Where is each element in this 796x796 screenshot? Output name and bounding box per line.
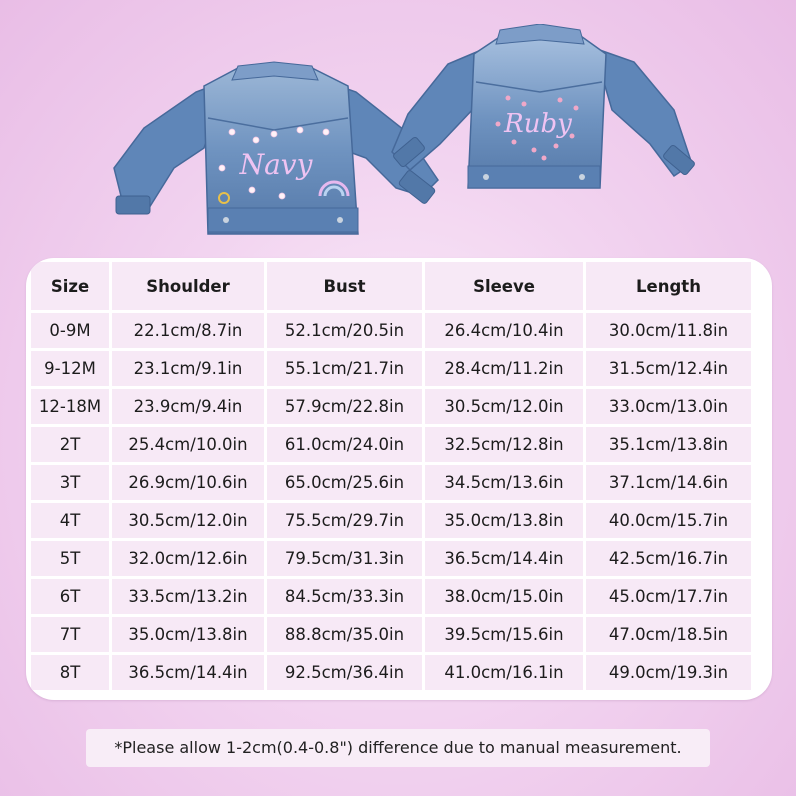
cell-size: 9-12M: [31, 351, 109, 386]
table-row: [31, 503, 751, 538]
cell-shoulder: 22.1cm/8.7in: [112, 313, 264, 348]
table-header-row: [31, 262, 751, 310]
cell-sleeve: 39.5cm/15.6in: [425, 617, 583, 652]
navy-embroidery-text: Navy: [239, 148, 313, 181]
cell-sleeve: 36.5cm/14.4in: [425, 541, 583, 576]
header-bust: Bust: [267, 262, 422, 310]
table-row: [31, 427, 751, 462]
cell-bust: 88.8cm/35.0in: [267, 617, 422, 652]
table-row: [31, 351, 751, 386]
product-images: [0, 0, 796, 250]
cell-shoulder: 26.9cm/10.6in: [112, 465, 264, 500]
ruby-embroidery-text: Ruby: [504, 109, 572, 139]
table-body: [31, 313, 751, 690]
cell-bust: 57.9cm/22.8in: [267, 389, 422, 424]
cell-length: 33.0cm/13.0in: [586, 389, 751, 424]
cell-size: 6T: [31, 579, 109, 614]
table-row: [31, 541, 751, 576]
cell-bust: 65.0cm/25.6in: [267, 465, 422, 500]
cell-size: 12-18M: [31, 389, 109, 424]
cell-bust: 75.5cm/29.7in: [267, 503, 422, 538]
table-row: [31, 617, 751, 652]
cell-bust: 79.5cm/31.3in: [267, 541, 422, 576]
cell-size: 3T: [31, 465, 109, 500]
header-sleeve: Sleeve: [425, 262, 583, 310]
cell-length: 45.0cm/17.7in: [586, 579, 751, 614]
cell-shoulder: 32.0cm/12.6in: [112, 541, 264, 576]
cell-size: 7T: [31, 617, 109, 652]
cell-length: 31.5cm/12.4in: [586, 351, 751, 386]
cell-shoulder: 35.0cm/13.8in: [112, 617, 264, 652]
cell-shoulder: 33.5cm/13.2in: [112, 579, 264, 614]
cell-sleeve: 35.0cm/13.8in: [425, 503, 583, 538]
cell-sleeve: 38.0cm/15.0in: [425, 579, 583, 614]
cell-length: 30.0cm/11.8in: [586, 313, 751, 348]
table-row: [31, 389, 751, 424]
cell-shoulder: 36.5cm/14.4in: [112, 655, 264, 690]
cell-length: 47.0cm/18.5in: [586, 617, 751, 652]
header-length: Length: [586, 262, 751, 310]
cell-length: 42.5cm/16.7in: [586, 541, 751, 576]
cell-shoulder: 30.5cm/12.0in: [112, 503, 264, 538]
cell-bust: 92.5cm/36.4in: [267, 655, 422, 690]
cell-sleeve: 26.4cm/10.4in: [425, 313, 583, 348]
cell-sleeve: 34.5cm/13.6in: [425, 465, 583, 500]
cell-shoulder: 25.4cm/10.0in: [112, 427, 264, 462]
size-table: [28, 259, 754, 693]
size-chart: [26, 258, 772, 700]
cell-size: 4T: [31, 503, 109, 538]
cell-size: 8T: [31, 655, 109, 690]
cell-sleeve: 41.0cm/16.1in: [425, 655, 583, 690]
cell-length: 37.1cm/14.6in: [586, 465, 751, 500]
cell-length: 49.0cm/19.3in: [586, 655, 751, 690]
header-size: Size: [31, 262, 109, 310]
cell-bust: 55.1cm/21.7in: [267, 351, 422, 386]
cell-length: 40.0cm/15.7in: [586, 503, 751, 538]
cell-shoulder: 23.1cm/9.1in: [112, 351, 264, 386]
cell-bust: 84.5cm/33.3in: [267, 579, 422, 614]
cell-bust: 61.0cm/24.0in: [267, 427, 422, 462]
cell-length: 35.1cm/13.8in: [586, 427, 751, 462]
cell-size: 2T: [31, 427, 109, 462]
table-row: [31, 313, 751, 348]
table-row: [31, 655, 751, 690]
table-row: [31, 465, 751, 500]
header-shoulder: Shoulder: [112, 262, 264, 310]
cell-size: 0-9M: [31, 313, 109, 348]
cell-bust: 52.1cm/20.5in: [267, 313, 422, 348]
cell-sleeve: 30.5cm/12.0in: [425, 389, 583, 424]
cell-shoulder: 23.9cm/9.4in: [112, 389, 264, 424]
ruby-jacket-image: [388, 24, 698, 200]
cell-sleeve: 28.4cm/11.2in: [425, 351, 583, 386]
table-row: [31, 579, 751, 614]
cell-sleeve: 32.5cm/12.8in: [425, 427, 583, 462]
cell-size: 5T: [31, 541, 109, 576]
measurement-note: *Please allow 1-2cm(0.4-0.8") difference due to manual measurement.: [86, 729, 710, 767]
